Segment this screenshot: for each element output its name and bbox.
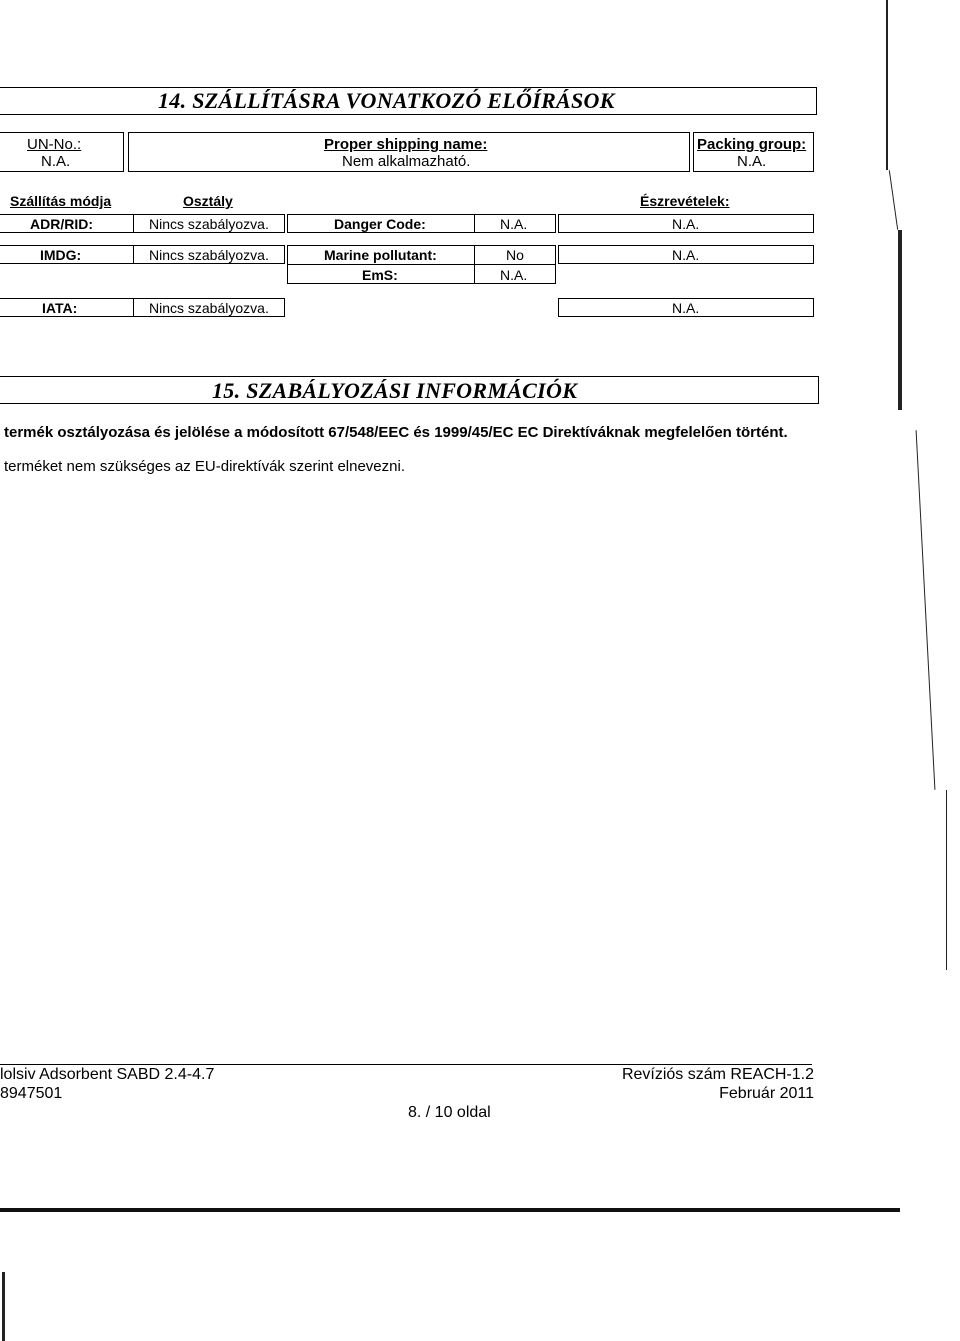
imdg-key: Marine pollutant: — [324, 247, 437, 263]
section15-line2: terméket nem szükséges az EU-direktívák szerint elnevezni. — [4, 458, 405, 475]
pg-label: Packing group: — [697, 136, 807, 153]
footer-page: 8. / 10 oldal — [408, 1104, 491, 1121]
adr-class: Nincs szabályozva. — [149, 216, 269, 232]
iata-class: Nincs szabályozva. — [149, 300, 269, 316]
un-value: N.A. — [41, 153, 71, 170]
scan-artifact-right-edge — [916, 430, 936, 790]
un-label: UN-No.: — [27, 136, 82, 153]
adr-mode: ADR/RID: — [30, 216, 93, 232]
adr-remark: N.A. — [672, 216, 700, 232]
imdg-remark: N.A. — [672, 247, 700, 263]
imdg-mode: IMDG: — [40, 247, 82, 263]
adr-value: N.A. — [500, 216, 528, 232]
scan-artifact-bottom-rule — [0, 1208, 900, 1212]
scan-artifact-right-edge — [898, 230, 902, 410]
scan-artifact-right-edge — [889, 170, 898, 230]
imdg-class: Nincs szabályozva. — [149, 247, 269, 263]
col-class-heading: Osztály — [183, 193, 233, 209]
section15-line1: termék osztályozása és jelölése a módosított 67/548/EEC és 1999/45/EC EC Direktíváknak megfelelően történt. — [4, 424, 788, 441]
col-mode-heading: Szállítás módja — [10, 193, 112, 209]
section15-title: 15. SZABÁLYOZÁSI INFORMÁCIÓK — [212, 378, 578, 403]
scan-artifact-right-edge — [886, 0, 888, 170]
iata-remark: N.A. — [672, 300, 700, 316]
psn-value: Nem alkalmazható. — [342, 153, 471, 170]
footer-revision: Revíziós szám REACH-1.2 — [621, 1066, 814, 1083]
footer-rule — [0, 1064, 812, 1065]
iata-mode: IATA: — [42, 300, 78, 316]
section14-title: 14. SZÁLLÍTÁSRA VONATKOZÓ ELŐÍRÁSOK — [158, 88, 615, 113]
footer-product: lolsiv Adsorbent SABD 2.4-4.7 — [0, 1066, 215, 1083]
col-remarks-heading: Észrevételek: — [640, 193, 730, 209]
pg-value: N.A. — [737, 153, 767, 170]
footer-code: 8947501 — [0, 1085, 63, 1102]
psn-label: Proper shipping name: — [324, 136, 488, 153]
scan-artifact-right-edge — [946, 790, 947, 970]
imdg-value: No — [506, 247, 524, 263]
adr-key: Danger Code: — [334, 216, 426, 232]
scan-artifact-left-edge — [2, 1272, 5, 1341]
footer-date: Február 2011 — [719, 1085, 814, 1102]
ems-key: EmS: — [362, 267, 398, 283]
ems-value: N.A. — [500, 267, 528, 283]
